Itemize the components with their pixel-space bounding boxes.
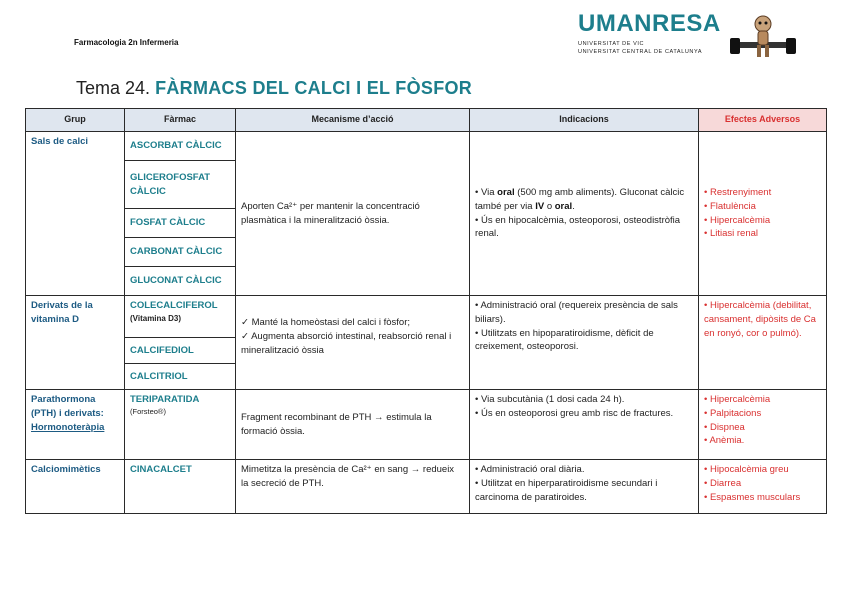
table-row bbox=[26, 296, 827, 338]
drug-cell: CARBONAT CÀLCIC bbox=[125, 238, 236, 267]
group-cell: Parathormona (PTH) i derivats: Hormonoteràpia bbox=[26, 390, 125, 460]
indications-cell: • Administració oral diària. • Utilitzat en hiperparatiroidisme secundari i carcinoma de paratiroides. bbox=[470, 460, 699, 514]
umanresa-logo bbox=[578, 10, 798, 60]
title-number: Tema 24. bbox=[76, 78, 151, 98]
drug-cell: ASCORBAT CÀLCIC bbox=[125, 132, 236, 161]
drug-cell: GLUCONAT CÀLCIC bbox=[125, 267, 236, 296]
title-text: FÀRMACS DEL CALCI I EL FÒSFOR bbox=[155, 78, 473, 98]
course-header: Farmacologia 2n Infermeria bbox=[74, 38, 179, 47]
drug-cell: FOSFAT CÀLCIC bbox=[125, 209, 236, 238]
indications-cell bbox=[470, 132, 699, 296]
mechanism-cell: Mimetitza la presència de Ca²⁺ en sang → redueix la secreció de PTH. bbox=[236, 460, 470, 514]
header-group: Grup bbox=[26, 109, 125, 132]
group-cell: Calciomimètics bbox=[26, 460, 125, 514]
drugs-table bbox=[25, 108, 827, 514]
mascot-icon bbox=[728, 12, 798, 62]
drug-cell: COLECALCIFEROL (Vitamina D3) bbox=[125, 296, 236, 338]
mechanism-cell: ✓ Manté la homeòstasi del calci i fòsfor; ✓ Augmenta absorció intestinal, reabsorció renal i mineralització òssia bbox=[236, 296, 470, 390]
group-cell: Derivats de la vitamina D bbox=[26, 296, 125, 390]
adverse-cell: • Restrenyiment • Flatulència • Hipercalcèmia • Litiasi renal bbox=[699, 132, 827, 296]
indications-cell: • Administració oral (requereix presència de sals biliars). • Utilitzats en hipoparatiroidisme, dèficit de creixement, osteoporosi. bbox=[470, 296, 699, 390]
adverse-cell: • Hipercalcèmia • Palpitacions • Dispnea • Anèmia. bbox=[699, 390, 827, 460]
group-cell: Sals de calci bbox=[26, 132, 125, 296]
header-adverse-effects: Efectes Adversos bbox=[699, 109, 827, 132]
table-row bbox=[26, 460, 827, 514]
drug-cell: TERIPARATIDA (Forsteo®) bbox=[125, 390, 236, 460]
mechanism-cell: Aporten Ca²⁺ per mantenir la concentració plasmàtica i la mineralització òssia. bbox=[236, 132, 470, 296]
drug-cell: GLICEROFOSFAT CÀLCIC bbox=[125, 161, 236, 209]
table-row bbox=[26, 132, 827, 161]
header-indications: Indicacions bbox=[470, 109, 699, 132]
drug-cell: CALCITRIOL bbox=[125, 364, 236, 390]
adverse-cell: • Hipercalcèmia (debilitat, cansament, dipòsits de Ca en ronyó, cor o pulmó). bbox=[699, 296, 827, 390]
indication-line: • Via oral (500 mg amb aliments). Gluconat càlcic també per via IV o oral. bbox=[475, 186, 685, 212]
adverse-cell: • Hipocalcèmia greu • Diarrea • Espasmes musculars bbox=[699, 460, 827, 514]
indications-cell: • Via subcutània (1 dosi cada 24 h). • Ús en osteoporosi greu amb risc de fractures. bbox=[470, 390, 699, 460]
mechanism-cell: Fragment recombinant de PTH → estimula la formació òssia. bbox=[236, 390, 470, 460]
header-mechanism: Mecanisme d’acció bbox=[236, 109, 470, 132]
table-header-row bbox=[26, 109, 827, 132]
indication-line: • Ús en hipocalcèmia, osteoporosi, osteodistròfia renal. bbox=[475, 214, 681, 240]
page-title bbox=[76, 78, 472, 99]
drug-cell: CALCIFEDIOL bbox=[125, 338, 236, 364]
logo-line-1: UNIVERSITAT DE VIC bbox=[578, 41, 645, 47]
header-drug: Fàrmac bbox=[125, 109, 236, 132]
logo-line-2: UNIVERSITAT CENTRAL DE CATALUNYA bbox=[578, 49, 703, 55]
logo-name: UMANRESA bbox=[578, 10, 721, 37]
drug-cell: CINACALCET bbox=[125, 460, 236, 514]
table-row bbox=[26, 390, 827, 460]
